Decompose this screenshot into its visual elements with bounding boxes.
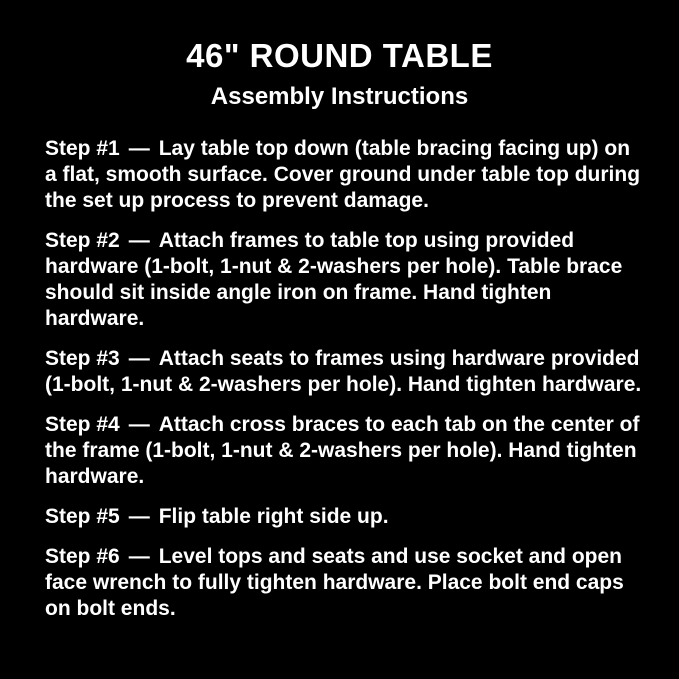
page-subtitle: Assembly Instructions xyxy=(210,83,469,110)
step-label: Step #3 xyxy=(45,347,120,370)
step-paragraph-5 xyxy=(45,504,643,530)
step-separator: — xyxy=(128,347,150,370)
step-text: Level tops and seats and use socket and open face wrench to fully tighten hardware. Place bolt end caps on bolt ends. xyxy=(45,545,624,620)
step-label: Step #1 xyxy=(45,137,120,160)
step-separator: — xyxy=(128,229,150,252)
step-separator: — xyxy=(128,413,150,436)
step-paragraph-1 xyxy=(45,136,643,214)
step-paragraph-4 xyxy=(45,412,643,490)
step-paragraph-3 xyxy=(45,346,643,398)
step-separator: — xyxy=(128,545,150,568)
step-separator: — xyxy=(128,505,150,528)
step-paragraph-6 xyxy=(45,544,643,622)
step-label: Step #2 xyxy=(45,229,120,252)
step-separator: — xyxy=(128,137,150,160)
page-title: 46" ROUND TABLE xyxy=(186,37,493,74)
step-text: Flip table right side up. xyxy=(158,505,389,528)
step-label: Step #5 xyxy=(45,505,120,528)
steps-list xyxy=(0,112,679,622)
step-label: Step #6 xyxy=(45,545,120,568)
step-paragraph-2 xyxy=(45,228,643,332)
step-text: Lay table top down (table bracing facing up) on a flat, smooth surface. Cover ground under table top during the set up process to prevent damage. xyxy=(45,137,641,212)
step-label: Step #4 xyxy=(45,413,120,436)
step-text: Attach seats to frames using hardware provided (1-bolt, 1-nut & 2-washers per hole). Hand tighten hardware. xyxy=(45,347,642,396)
step-text: Attach frames to table top using provided hardware (1-bolt, 1-nut & 2-washers per hole). Table brace should sit inside angle iron on frame. Hand tighten hardware. xyxy=(45,229,623,330)
step-text: Attach cross braces to each tab on the center of the frame (1-bolt, 1-nut & 2-washers per hole). Hand tighten hardware. xyxy=(45,413,640,488)
